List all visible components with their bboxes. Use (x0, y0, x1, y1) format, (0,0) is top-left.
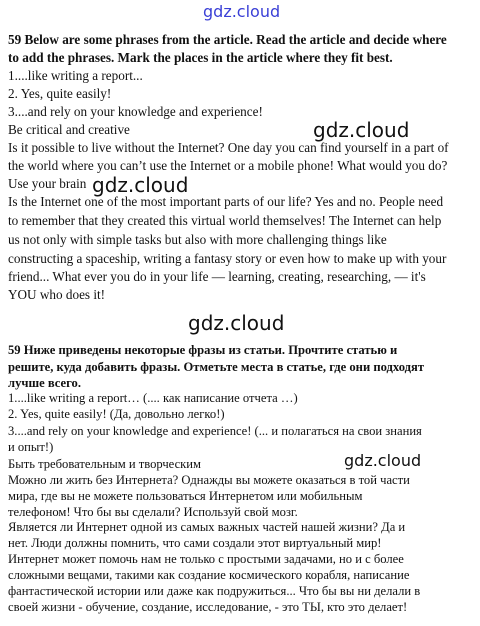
article-line-ru: Можно ли жить без Интернета? Однажды вы можете оказаться в той части (8, 473, 410, 487)
article-line-en: Use your brain (8, 176, 87, 191)
article-line-ru: Является ли Интернет одной из самых важных частей нашей жизни? Да и (8, 520, 406, 534)
phrase-3-ru: 3....and rely on your knowledge and experience! (... и полагаться на свои знания (8, 424, 422, 438)
task-title-en-line1: 59 Below are some phrases from the article. Read the article and decide where (8, 32, 447, 47)
article-line-en: us not only with simple tasks but also with more challenging things like (8, 232, 387, 247)
phrase-3-en: 3....and rely on your knowledge and experience! (8, 104, 263, 119)
article-line-en: YOU who does it! (8, 287, 106, 302)
watermark-top: gdz.cloud (203, 2, 281, 21)
article-line-ru: нет. Люди должны помнить, что сами создали этот виртуальный мир! (8, 536, 382, 550)
article-heading-en: Be critical and creative (8, 122, 130, 137)
article-line-en: the world where you can’t use the Internet or a mobile phone! What would you do? (8, 158, 448, 173)
phrase-2-ru: 2. Yes, quite easily! (Да, довольно легко!) (8, 407, 225, 421)
task-title-ru-line2: решите, куда добавить фразы. Отметьте места в статье, где они подходят (8, 360, 425, 374)
article-line-ru: сложными вещами, такими как создание космического корабля, написание (8, 568, 410, 582)
article-line-en: to remember that they created this virtual world themselves! The Internet can help (8, 213, 442, 228)
article-line-ru: Интернет может помочь нам не только с простыми задачами, но и с более (8, 552, 404, 566)
article-line-en: Is the Internet one of the most important parts of our life? Yes and no. People need (8, 194, 444, 209)
watermark: gdz.cloud (313, 118, 410, 142)
article-line-en: constructing a spaceship, writing a fantasy story or even how to make up with your (8, 251, 447, 266)
article-line-ru: мира, где вы не можете пользоваться Интернетом или мобильным (8, 489, 363, 503)
task-title-en-line2: to add the phrases. Mark the places in the article where they fit best. (8, 50, 393, 65)
article-line-ru: своей жизни - обучение, создание, исследование, - это ТЫ, кто это делает! (8, 600, 408, 614)
watermark: gdz.cloud (344, 451, 422, 470)
article-line-en: Is it possible to live without the Internet? One day you can find yourself in a part of (8, 140, 449, 155)
phrase-3-ru-cont: и опыт!) (8, 440, 54, 454)
article-line-en: friend... What ever you do in your life — learning, creating, researching, — it's (8, 269, 426, 284)
task-title-ru-line3: лучше всего. (8, 376, 81, 390)
phrase-1-ru: 1....like writing a report… (.... как написание отчета …) (8, 391, 298, 405)
phrase-1-en: 1....like writing a report... (8, 68, 143, 83)
phrase-2-en: 2. Yes, quite easily! (8, 86, 112, 101)
watermark: gdz.cloud (92, 173, 189, 197)
article-line-ru: фантастической истории или даже как подружиться... Что бы вы ни делали в (8, 584, 421, 598)
article-line-ru: телефоном! Что бы вы сделали? Используй свой мозг. (8, 505, 298, 519)
task-title-ru-line1: 59 Ниже приведены некоторые фразы из статьи. Прочтите статью и (8, 343, 398, 357)
watermark: gdz.cloud (188, 311, 285, 335)
article-heading-ru: Быть требовательным и творческим (8, 457, 202, 471)
